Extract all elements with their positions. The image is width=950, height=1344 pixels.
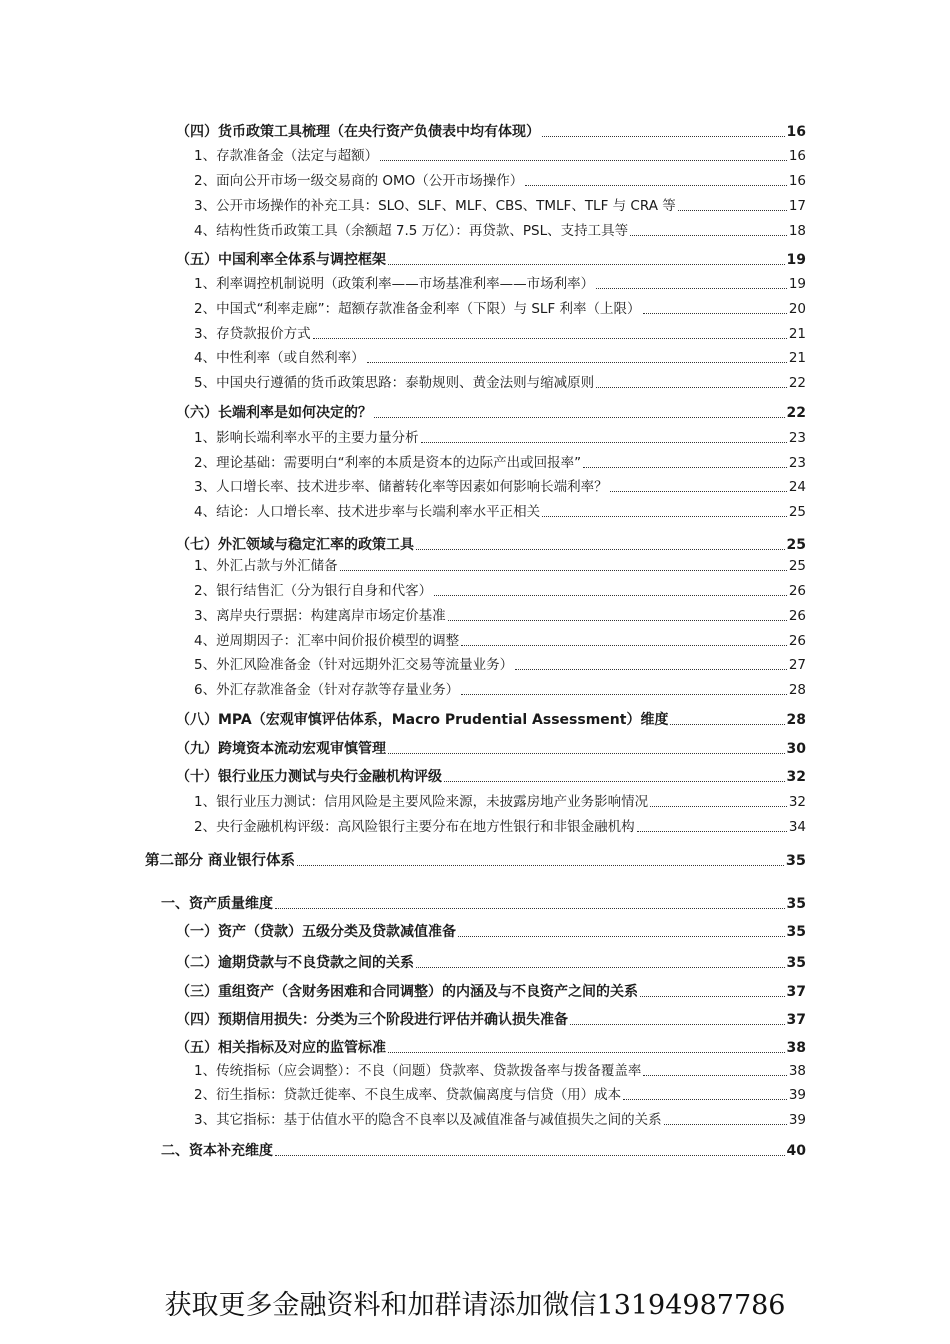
toc-entry-title: 1、存款准备金（法定与超额） xyxy=(194,148,379,164)
toc-entry[interactable] xyxy=(194,817,806,837)
toc-entry-title: 4、结论：人口增长率、技术进步率与长端利率水平正相关 xyxy=(194,504,541,520)
toc-dot-leader xyxy=(596,387,787,388)
toc-entry-page-number: 35 xyxy=(786,955,806,971)
toc-entry-page-number: 32 xyxy=(786,769,806,785)
toc-entry[interactable] xyxy=(161,894,806,914)
toc-entry-title: （三）重组资产（含财务困难和合同调整）的内涵及与不良资产之间的关系 xyxy=(176,984,638,1000)
toc-dot-leader xyxy=(388,264,785,265)
toc-entry-title: 5、外汇风险准备金（针对远期外汇交易等流量业务） xyxy=(194,657,514,673)
toc-entry-page-number: 22 xyxy=(788,375,806,391)
toc-entry-title: （四）预期信用损失：分类为三个阶段进行评估并确认损失准备 xyxy=(176,1012,568,1028)
toc-entry-title: （六）长端利率是如何决定的？ xyxy=(176,405,372,421)
toc-entry-page-number: 32 xyxy=(788,794,806,810)
toc-entry[interactable] xyxy=(194,324,806,344)
toc-dot-leader xyxy=(525,185,787,186)
toc-entry-page-number: 25 xyxy=(788,504,806,520)
toc-entry-title: 1、外汇占款与外汇储备 xyxy=(194,558,338,574)
toc-entry[interactable] xyxy=(194,196,806,216)
toc-dot-leader xyxy=(388,1052,785,1053)
toc-entry-title: 2、理论基础：需要明白“利率的本质是资本的边际产出或回报率” xyxy=(194,455,582,471)
toc-entry[interactable] xyxy=(194,502,806,522)
toc-entry[interactable] xyxy=(161,1141,806,1161)
toc-entry-page-number: 37 xyxy=(786,984,806,1000)
toc-entry[interactable] xyxy=(194,680,806,700)
toc-dot-leader xyxy=(596,288,787,289)
toc-entry-title: 3、其它指标：基于估值水平的隐含不良率以及减值准备与减值损失之间的关系 xyxy=(194,1112,662,1128)
toc-entry-title: 1、利率调控机制说明（政策利率——市场基准利率——市场利率） xyxy=(194,276,595,292)
toc-dot-leader xyxy=(637,831,787,832)
toc-entry-title: 1、银行业压力测试：信用风险是主要风险来源，未披露房地产业务影响情况 xyxy=(194,794,649,810)
toc-entry-title: 3、人口增长率、技术进步率、储蓄转化率等因素如何影响长端利率？ xyxy=(194,479,608,495)
toc-entry-page-number: 30 xyxy=(786,741,806,757)
toc-entry-page-number: 22 xyxy=(786,405,806,421)
toc-entry-title: 2、面向公开市场一级交易商的 OMO（公开市场操作） xyxy=(194,173,524,189)
toc-entry[interactable] xyxy=(176,767,806,787)
toc-dot-leader xyxy=(275,908,785,909)
toc-entry[interactable] xyxy=(194,453,806,473)
toc-entry-page-number: 35 xyxy=(786,924,806,940)
toc-entry-title: 2、衍生指标：贷款迁徙率、不良生成率、贷款偏离度与信贷（用）成本 xyxy=(194,1087,622,1103)
toc-entry-title: （四）货币政策工具梳理（在央行资产负债表中均有体现） xyxy=(176,124,540,140)
toc-entry-title: （一）资产（贷款）五级分类及贷款减值准备 xyxy=(176,924,456,940)
toc-dot-leader xyxy=(643,313,787,314)
toc-entry[interactable] xyxy=(176,1010,806,1030)
toc-entry-title: 3、存贷款报价方式 xyxy=(194,326,311,342)
toc-dot-leader xyxy=(444,781,785,782)
toc-entry[interactable] xyxy=(194,348,806,368)
toc-entry-title: 第二部分 商业银行体系 xyxy=(145,853,296,869)
toc-entry-page-number: 23 xyxy=(788,430,806,446)
toc-entry-title: （五）相关指标及对应的监管标准 xyxy=(176,1040,386,1056)
toc-entry-page-number: 40 xyxy=(786,1143,806,1159)
toc-entry-page-number: 35 xyxy=(786,896,806,912)
toc-entry[interactable] xyxy=(176,922,806,942)
toc-dot-leader xyxy=(640,996,785,997)
toc-dot-leader xyxy=(421,442,787,443)
toc-dot-leader xyxy=(623,1099,787,1100)
toc-entry-title: （九）跨境资本流动宏观审慎管理 xyxy=(176,741,386,757)
toc-entry-page-number: 34 xyxy=(788,819,806,835)
toc-dot-leader xyxy=(434,595,787,596)
toc-entry-title: 4、逆周期因子：汇率中间价报价模型的调整 xyxy=(194,633,460,649)
toc-entry-title: （二）逾期贷款与不良贷款之间的关系 xyxy=(176,955,414,971)
toc-entry-title: 二、资本补充维度 xyxy=(161,1143,273,1159)
toc-entry[interactable] xyxy=(194,1061,806,1081)
toc-dot-leader xyxy=(367,362,787,363)
toc-dot-leader xyxy=(275,1155,785,1156)
toc-dot-leader xyxy=(461,694,787,695)
toc-dot-leader xyxy=(458,936,785,937)
toc-entry[interactable] xyxy=(176,122,806,142)
toc-entry[interactable] xyxy=(176,535,806,555)
toc-entry-page-number: 37 xyxy=(786,1012,806,1028)
toc-entry[interactable] xyxy=(194,606,806,626)
toc-entry-title: 4、结构性货币政策工具（余额超 7.5 万亿）：再贷款、PSL、支持工具等 xyxy=(194,223,629,239)
toc-dot-leader xyxy=(388,753,785,754)
toc-entry-title: 2、中国式“利率走廊”：超额存款准备金利率（下限）与 SLF 利率（上限） xyxy=(194,301,641,317)
toc-entry[interactable] xyxy=(194,171,806,191)
toc-dot-leader xyxy=(583,467,787,468)
toc-entry-page-number: 26 xyxy=(788,583,806,599)
toc-dot-leader xyxy=(416,549,785,550)
toc-entry[interactable] xyxy=(194,146,806,166)
toc-entry-page-number: 16 xyxy=(788,173,806,189)
toc-entry-title: 2、银行结售汇（分为银行自身和代客） xyxy=(194,583,433,599)
toc-entry-page-number: 38 xyxy=(788,1063,806,1079)
toc-entry[interactable] xyxy=(194,556,806,576)
toc-entry[interactable] xyxy=(176,739,806,759)
toc-entry-page-number: 16 xyxy=(788,148,806,164)
toc-entry-page-number: 17 xyxy=(788,198,806,214)
toc-dot-leader xyxy=(664,1124,787,1125)
toc-entry[interactable] xyxy=(194,631,806,651)
toc-entry-page-number: 23 xyxy=(788,455,806,471)
toc-entry[interactable] xyxy=(194,299,806,319)
toc-dot-leader xyxy=(416,967,785,968)
toc-entry[interactable] xyxy=(176,953,806,973)
toc-entry-title: （七）外汇领域与稳定汇率的政策工具 xyxy=(176,537,414,553)
toc-entry[interactable] xyxy=(194,274,806,294)
toc-entry[interactable] xyxy=(194,477,806,497)
toc-dot-leader xyxy=(542,136,785,137)
toc-entry[interactable] xyxy=(176,710,806,730)
toc-entry-title: （五）中国利率全体系与调控框架 xyxy=(176,252,386,268)
toc-entry-page-number: 19 xyxy=(786,252,806,268)
toc-dot-leader xyxy=(542,516,787,517)
toc-entry[interactable] xyxy=(194,373,806,393)
toc-entry-title: 3、离岸央行票据：构建离岸市场定价基准 xyxy=(194,608,446,624)
toc-entry-title: 5、中国央行遵循的货币政策思路：泰勒规则、黄金法则与缩减原则 xyxy=(194,375,595,391)
toc-entry-page-number: 35 xyxy=(785,853,806,869)
toc-dot-leader xyxy=(678,210,787,211)
toc-entry[interactable] xyxy=(176,250,806,270)
toc-entry-title: （十）银行业压力测试与央行金融机构评级 xyxy=(176,769,442,785)
toc-entry-page-number: 19 xyxy=(788,276,806,292)
toc-dot-leader xyxy=(515,669,787,670)
toc-dot-leader xyxy=(374,417,785,418)
toc-entry[interactable] xyxy=(176,982,806,1002)
toc-dot-leader xyxy=(380,160,787,161)
toc-entry-page-number: 26 xyxy=(788,633,806,649)
toc-dot-leader xyxy=(570,1024,785,1025)
toc-entry-page-number: 25 xyxy=(788,558,806,574)
toc-entry-page-number: 18 xyxy=(788,223,806,239)
toc-entry[interactable] xyxy=(194,581,806,601)
toc-entry-title: 6、外汇存款准备金（针对存款等存量业务） xyxy=(194,682,460,698)
toc-dot-leader xyxy=(448,620,787,621)
toc-entry-page-number: 26 xyxy=(788,608,806,624)
toc-entry-page-number: 28 xyxy=(786,712,806,728)
toc-entry-page-number: 25 xyxy=(786,537,806,553)
toc-entry-title: 一、资产质量维度 xyxy=(161,896,273,912)
toc-entry-title: （八）MPA（宏观审慎评估体系，Macro Prudential Assessment）维度 xyxy=(176,712,669,728)
toc-entry-page-number: 24 xyxy=(788,479,806,495)
toc-entry-page-number: 39 xyxy=(788,1112,806,1128)
toc-dot-leader xyxy=(670,724,784,725)
toc-entry-page-number: 21 xyxy=(788,350,806,366)
toc-entry-title: 1、传统指标（应会调整）：不良（问题）贷款率、贷款拨备率与拨备覆盖率 xyxy=(194,1063,642,1079)
toc-entry[interactable] xyxy=(194,1085,806,1105)
toc-entry[interactable] xyxy=(194,655,806,675)
toc-entry-page-number: 16 xyxy=(786,124,806,140)
toc-entry[interactable] xyxy=(194,1110,806,1130)
toc-dot-leader xyxy=(650,806,787,807)
toc-entry-title: 1、影响长端利率水平的主要力量分析 xyxy=(194,430,419,446)
toc-entry-page-number: 38 xyxy=(786,1040,806,1056)
toc-dot-leader xyxy=(313,338,787,339)
toc-entry[interactable] xyxy=(194,792,806,812)
toc-entry-page-number: 20 xyxy=(788,301,806,317)
toc-entry[interactable] xyxy=(194,221,806,241)
toc-entry-page-number: 39 xyxy=(788,1087,806,1103)
toc-dot-leader xyxy=(610,491,787,492)
toc-entry[interactable] xyxy=(194,428,806,448)
toc-entry-page-number: 27 xyxy=(788,657,806,673)
toc-dot-leader xyxy=(461,645,787,646)
toc-dot-leader xyxy=(630,235,787,236)
toc-dot-leader xyxy=(297,865,784,866)
toc-entry[interactable] xyxy=(176,1038,806,1058)
toc-dot-leader xyxy=(643,1075,786,1076)
toc-entry-title: 3、公开市场操作的补充工具：SLO、SLF、MLF、CBS、TMLF、TLF 与 CRA 等 xyxy=(194,198,676,214)
toc-entry-title: 4、中性利率（或自然利率） xyxy=(194,350,365,366)
toc-entry-page-number: 28 xyxy=(788,682,806,698)
toc-dot-leader xyxy=(340,570,787,571)
toc-entry[interactable] xyxy=(145,851,806,871)
toc-entry-title: 2、央行金融机构评级：高风险银行主要分布在地方性银行和非银金融机构 xyxy=(194,819,635,835)
toc-entry[interactable] xyxy=(176,403,806,423)
toc-entry-page-number: 21 xyxy=(788,326,806,342)
footer-contact-notice: 获取更多金融资料和加群请添加微信13194987786 xyxy=(164,1290,786,1321)
